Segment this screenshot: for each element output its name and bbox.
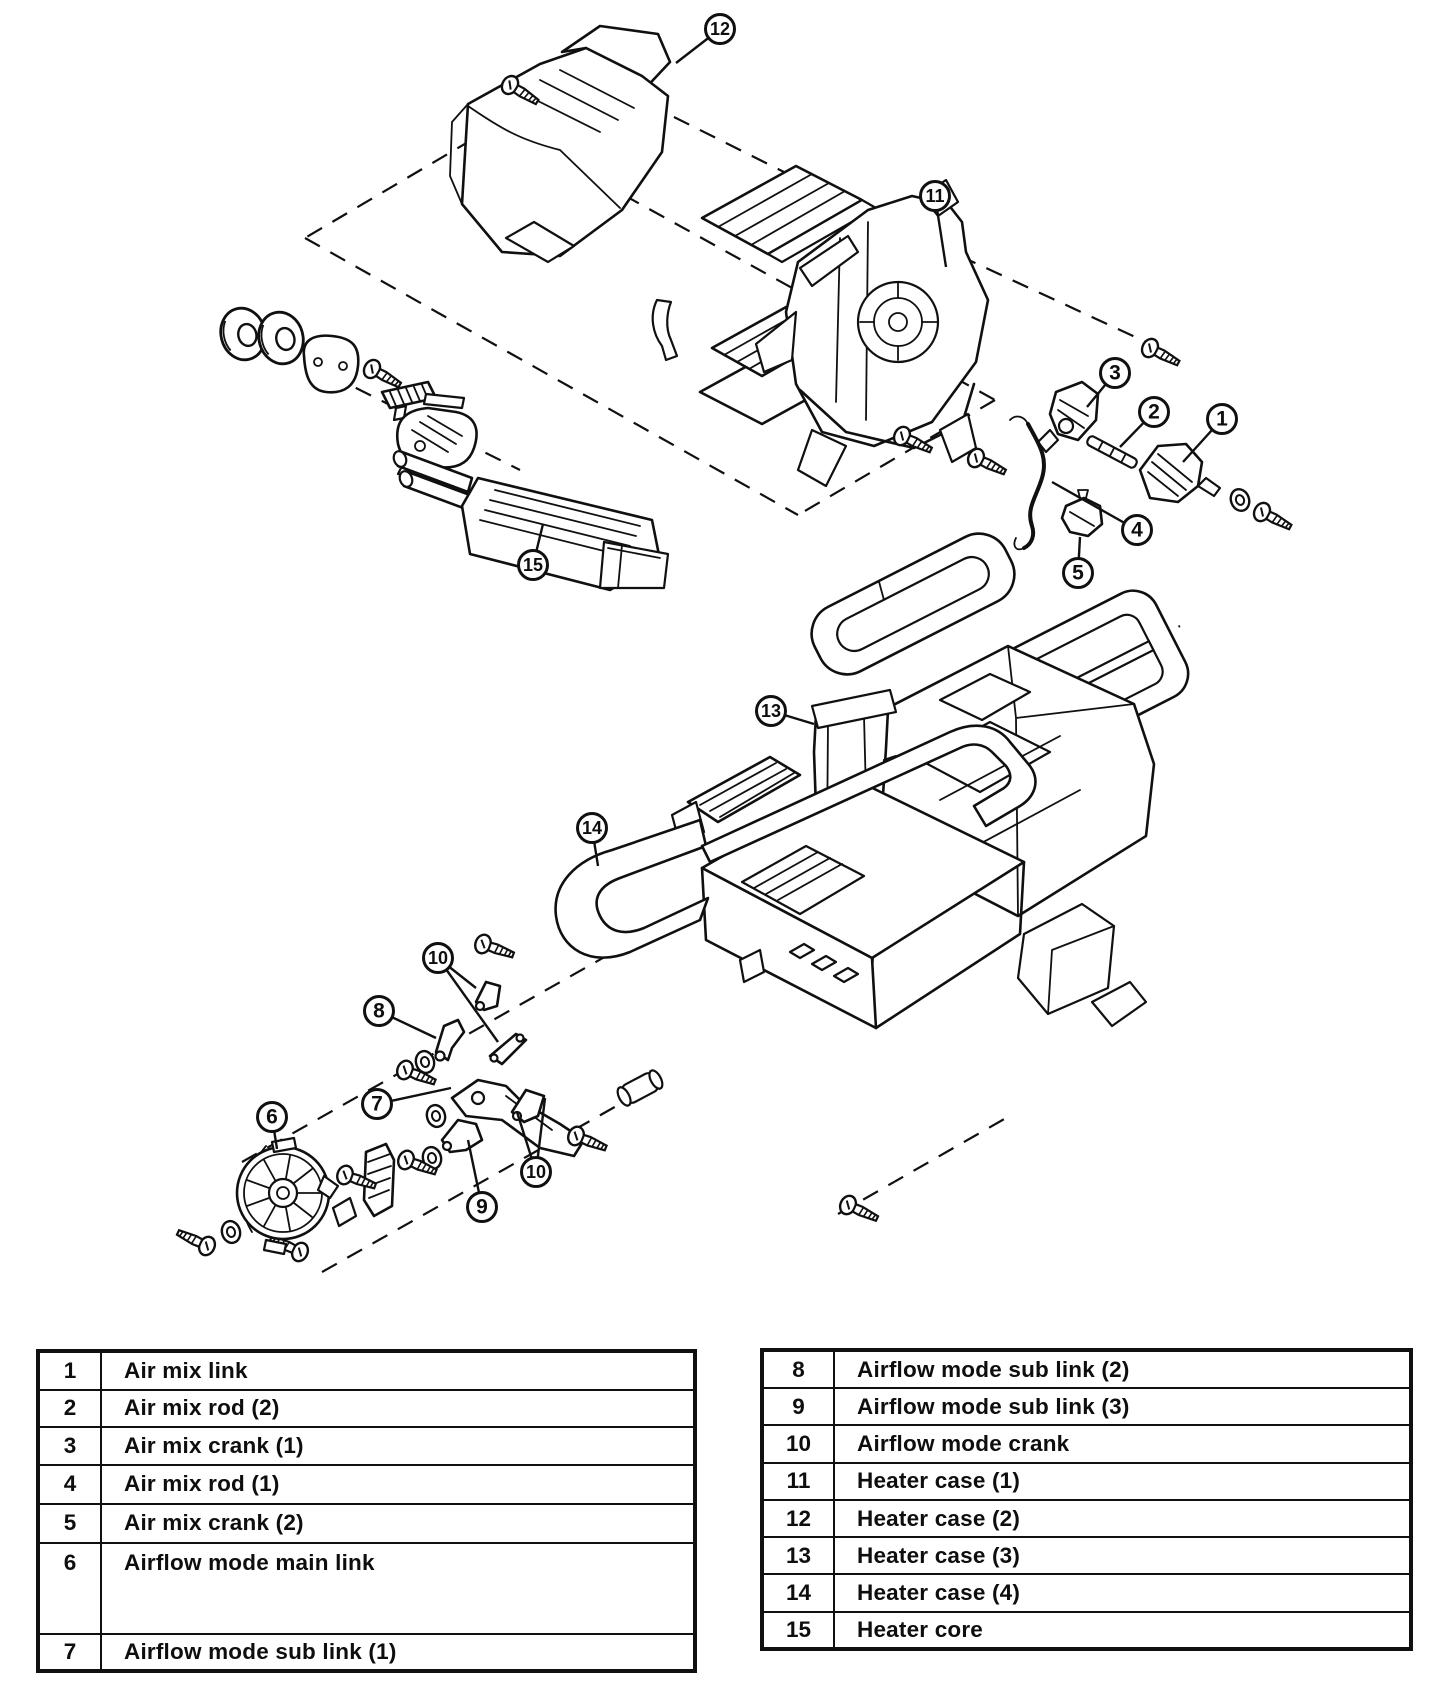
part-name: Airflow mode sub link (2) <box>857 1356 1130 1382</box>
part-name: Heater case (2) <box>857 1505 1021 1531</box>
callout-2 <box>1120 398 1169 448</box>
callout-number: 3 <box>1109 361 1121 385</box>
part-number: 3 <box>40 1428 102 1464</box>
washer-icon <box>219 1219 242 1245</box>
callout-12 <box>676 15 735 64</box>
airflow-mode-crank-a-drawing <box>476 982 500 1010</box>
part-name: Airflow mode main link <box>124 1550 375 1576</box>
callout-5 <box>1064 537 1093 588</box>
screw-icon <box>837 1193 881 1227</box>
callout-number: 9 <box>476 1195 488 1219</box>
washer-icon <box>1228 487 1252 514</box>
table-row <box>40 1389 693 1427</box>
airflow-mode-sub-link-3-drawing <box>442 1120 482 1152</box>
table-row <box>764 1536 1409 1573</box>
table-row <box>40 1542 693 1633</box>
part-number: 1 <box>40 1353 102 1389</box>
callout-number: 4 <box>1131 518 1143 542</box>
callout-number: 6 <box>266 1105 278 1129</box>
screw-icon <box>473 933 517 964</box>
part-number: 8 <box>764 1352 835 1387</box>
part-number: 10 <box>764 1426 835 1461</box>
parts-table-right <box>760 1348 1413 1651</box>
callout-number: 10 <box>427 948 449 968</box>
table-row <box>764 1573 1409 1610</box>
part-name: Air mix crank (1) <box>124 1433 304 1459</box>
washer-icon <box>424 1103 447 1129</box>
callout-8 <box>365 997 437 1039</box>
table-row <box>764 1352 1409 1387</box>
part-number: 14 <box>764 1575 835 1610</box>
screw-icon <box>1251 500 1295 535</box>
callout-13 <box>757 697 815 726</box>
heater-case-2-drawing <box>450 26 670 262</box>
part-number: 4 <box>40 1466 102 1503</box>
screw-icon <box>174 1224 218 1258</box>
callout-number: 15 <box>522 555 544 575</box>
table-row <box>40 1633 693 1669</box>
table-row <box>40 1464 693 1503</box>
callout-number: 2 <box>1148 400 1160 424</box>
part-name: Heater case (3) <box>857 1542 1021 1568</box>
air-mix-rod-1-drawing <box>1010 417 1044 550</box>
callout-number: 8 <box>373 999 385 1023</box>
callout-number: 5 <box>1072 561 1084 585</box>
part-name: Air mix rod (2) <box>124 1395 280 1421</box>
mount-plate-drawing <box>304 336 359 393</box>
table-row <box>764 1499 1409 1536</box>
callout-number: 10 <box>525 1162 547 1182</box>
part-name: Airflow mode sub link (1) <box>124 1639 397 1665</box>
table-row <box>40 1503 693 1543</box>
part-number: 7 <box>40 1635 102 1669</box>
pivot-barrel-drawing <box>615 1068 665 1107</box>
callout-number: 13 <box>760 701 782 721</box>
grommet-icon <box>253 307 308 368</box>
part-name: Air mix link <box>124 1357 248 1383</box>
part-name: Air mix crank (2) <box>124 1510 304 1536</box>
part-name: Heater case (4) <box>857 1580 1021 1606</box>
callout-number: 12 <box>709 19 731 39</box>
part-name: Air mix rod (1) <box>124 1471 280 1497</box>
callout-number: 1 <box>1216 407 1228 431</box>
table-row <box>40 1353 693 1389</box>
air-mix-crank-2-drawing <box>1062 490 1102 536</box>
parts-table-left <box>36 1349 697 1673</box>
part-number: 6 <box>40 1544 102 1633</box>
part-name: Heater case (1) <box>857 1468 1021 1494</box>
table-row <box>764 1611 1409 1647</box>
callout-number: 14 <box>581 818 603 838</box>
table-row <box>764 1424 1409 1461</box>
part-name: Airflow mode crank <box>857 1431 1070 1457</box>
part-number: 5 <box>40 1505 102 1543</box>
callout-number: 11 <box>925 186 945 206</box>
part-number: 15 <box>764 1613 835 1647</box>
air-mix-rod-2-drawing <box>1086 435 1138 469</box>
part-number: 9 <box>764 1389 835 1424</box>
screw-icon <box>1139 336 1183 371</box>
air-mix-link-drawing <box>1140 444 1220 502</box>
part-number: 13 <box>764 1538 835 1573</box>
table-row <box>40 1426 693 1464</box>
part-name: Airflow mode sub link (3) <box>857 1393 1130 1419</box>
callout-number: 7 <box>371 1092 383 1116</box>
airflow-mode-sub-link-2-drawing <box>436 1020 465 1061</box>
callout-3 <box>1087 359 1130 408</box>
clip-drawing <box>333 1198 356 1226</box>
screw-icon <box>965 446 1009 480</box>
part-number: 12 <box>764 1501 835 1536</box>
table-row <box>764 1462 1409 1499</box>
callout-1 <box>1183 405 1237 463</box>
part-number: 11 <box>764 1464 835 1499</box>
table-row <box>764 1387 1409 1424</box>
part-name: Heater core <box>857 1616 984 1642</box>
part-number: 2 <box>40 1391 102 1427</box>
